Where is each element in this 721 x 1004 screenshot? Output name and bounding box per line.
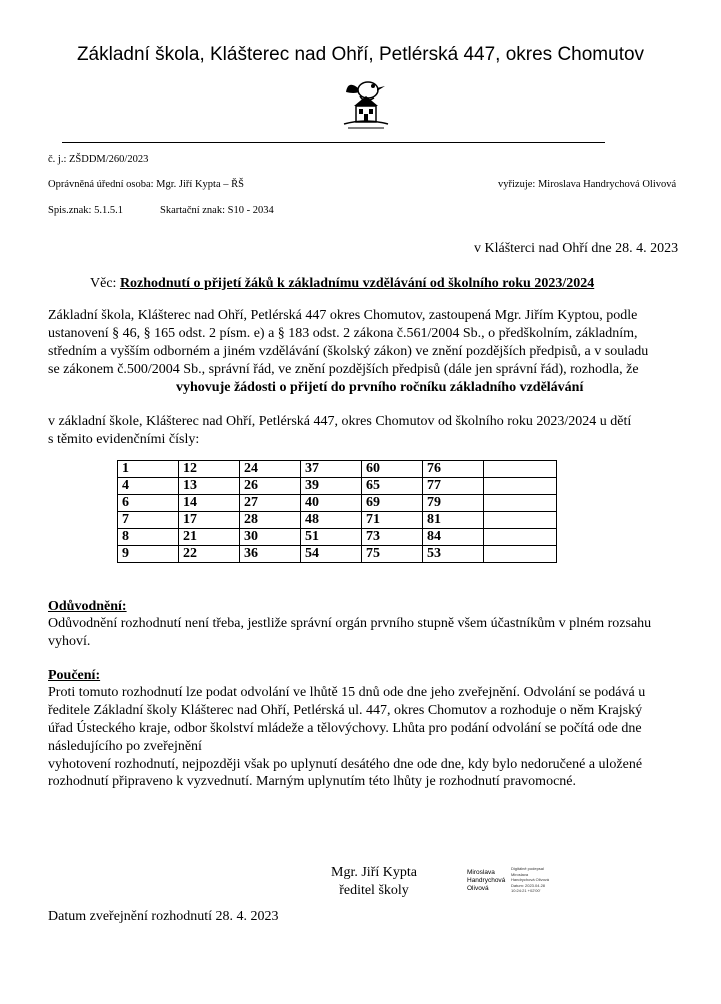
digital-signature-info-1: Digitálně podepsal — [511, 866, 544, 871]
table-cell: 37 — [301, 461, 362, 478]
digital-signature-info-3: Handrychová Olivová — [511, 877, 550, 882]
table-row — [118, 529, 557, 546]
justification-line-2: vyhoví. — [48, 634, 91, 649]
table-cell: 6 — [118, 495, 179, 512]
table-cell: 26 — [240, 478, 301, 495]
subject-line — [90, 275, 594, 293]
table-cell: 60 — [362, 461, 423, 478]
digital-signature — [467, 866, 563, 900]
table-row — [118, 512, 557, 529]
justification-line-1: Odůvodnění rozhodnutí není třeba, jestliže správní orgán prvního stupně všem účastníkům v plném rozsahu — [48, 616, 652, 631]
scope-line-1: v základní škole, Klášterec nad Ohří, Petlérská 447, okres Chomutov od školního roku 2023/2024 u dětí — [48, 414, 632, 429]
intro-line-4: se zákonem č.500/2004 Sb., správní řád, ve znění pozdějších předpisů (dále jen správní řád), rozhodla, že — [48, 362, 639, 377]
table-cell: 75 — [362, 546, 423, 563]
table-cell: 27 — [240, 495, 301, 512]
table-cell: 1 — [118, 461, 179, 478]
table-cell: 36 — [240, 546, 301, 563]
table-cell: 73 — [362, 529, 423, 546]
digital-signer-name-2: Handrychová — [467, 877, 506, 884]
table-cell: 7 — [118, 512, 179, 529]
instruction-line-5: vyhotovení rozhodnutí, nejpozději však po uplynutí desátého dne ode dne, kdy bylo nedoručené a uložené — [48, 757, 643, 772]
handled-by: vyřizuje: Miroslava Handrychová Olivová — [498, 179, 677, 190]
digital-signature-info-2: Miroslava — [511, 871, 529, 877]
table-row — [118, 478, 557, 495]
signatory-role: ředitel školy — [339, 883, 409, 898]
intro-line-3: středním a vyšším odborném a jiném vzdělávání (školský zákon) ve znění pozdějších předpisů, a v souladu — [48, 344, 649, 359]
table-cell — [484, 512, 557, 529]
table-cell: 77 — [423, 478, 484, 495]
table-cell: 81 — [423, 512, 484, 529]
digital-signature-info-4: Datum: 2023.04.28 — [511, 882, 546, 888]
table-cell: 40 — [301, 495, 362, 512]
table-cell: 28 — [240, 512, 301, 529]
table-cell: 9 — [118, 546, 179, 563]
subject-prefix: Věc: — [90, 276, 117, 291]
table-cell: 12 — [179, 461, 240, 478]
table-cell — [484, 478, 557, 495]
header-divider — [62, 142, 605, 143]
table-cell: 8 — [118, 529, 179, 546]
place-and-date: v Klášterci nad Ohří dne 28. 4. 2023 — [474, 241, 679, 256]
table-cell: 71 — [362, 512, 423, 529]
school-logo-bird-icon — [340, 70, 392, 132]
publication-date: Datum zveřejnění rozhodnutí 28. 4. 2023 — [48, 909, 279, 924]
table-cell: 17 — [179, 512, 240, 529]
table-row — [118, 495, 557, 512]
subject-text: Rozhodnutí o přijetí žáků k základnímu vzdělávání od školního roku 2023/2024 — [119, 276, 595, 291]
table-cell — [484, 529, 557, 546]
table-cell: 30 — [240, 529, 301, 546]
instruction-line-4: následujícího po zveřejnění — [48, 739, 202, 754]
shredding-mark: Skartační znak: S10 - 2034 — [160, 205, 274, 216]
table-cell: 39 — [301, 478, 362, 495]
table-cell: 48 — [301, 512, 362, 529]
table-cell: 54 — [301, 546, 362, 563]
digital-signature-info-5: 10:24:21 +02'00' — [511, 888, 541, 893]
file-mark: Spis.znak: 5.1.5.1 — [48, 205, 123, 216]
instruction-line-3: úřad Ústeckého kraje, odbor školství mládeže a tělovýchovy. Lhůta pro podání odvolání se počítá ode dne — [48, 721, 642, 736]
table-cell: 51 — [301, 529, 362, 546]
table-row — [118, 461, 557, 478]
table-cell: 24 — [240, 461, 301, 478]
digital-signer-name-1: Miroslava — [467, 869, 495, 876]
table-cell: 76 — [423, 461, 484, 478]
table-cell: 84 — [423, 529, 484, 546]
reference-number: č. j.: ZŠDDM/260/2023 — [48, 154, 149, 165]
signatory-name: Mgr. Jiří Kypta — [331, 865, 417, 880]
evidence-numbers-table — [117, 460, 557, 563]
table-cell: 79 — [423, 495, 484, 512]
intro-line-2: ustanovení § 46, § 165 odst. 2 písm. e) a § 183 odst. 2 zákona č.561/2004 Sb., o předškolním, základním, — [48, 326, 638, 341]
justification-heading: Odůvodnění: — [48, 599, 127, 614]
table-cell — [484, 495, 557, 512]
table-cell — [484, 461, 557, 478]
table-cell — [484, 546, 557, 563]
instruction-line-6: rozhodnutí připraveno k vyzvednutí. Marným uplynutím této lhůty je rozhodnutí pravomocné. — [48, 774, 577, 789]
instruction-heading: Poučení: — [48, 668, 101, 683]
table-cell: 21 — [179, 529, 240, 546]
table-cell: 13 — [179, 478, 240, 495]
decision-statement: vyhovuje žádosti o přijetí do prvního ročníku základního vzdělávání — [176, 380, 584, 395]
instruction-line-1: Proti tomuto rozhodnutí lze podat odvolání ve lhůtě 15 dnů ode dne jeho zveřejnění. Odvolání se podává u — [48, 685, 646, 700]
table-row — [118, 546, 557, 563]
table-cell: 53 — [423, 546, 484, 563]
authorized-official: Oprávněná úřední osoba: Mgr. Jiří Kypta – ŘŠ — [48, 179, 244, 190]
school-header: Základní škola, Klášterec nad Ohří, Petlérská 447, okres Chomutov — [76, 44, 645, 65]
table-cell: 14 — [179, 495, 240, 512]
table-cell: 65 — [362, 478, 423, 495]
intro-line-1: Základní škola, Klášterec nad Ohří, Petlérská 447 okres Chomutov, zastoupená Mgr. Jiřím Kyptou, podle — [48, 308, 638, 323]
table-cell: 22 — [179, 546, 240, 563]
scope-line-2: s těmito evidenčními čísly: — [48, 432, 200, 447]
digital-signer-name-3: Olivová — [467, 885, 489, 892]
table-cell: 4 — [118, 478, 179, 495]
table-cell: 69 — [362, 495, 423, 512]
instruction-line-2: ředitele Základní školy Klášterec nad Ohří, Petlérská ul. 447, okres Chomutov a rozhoduje o něm Krajský — [48, 703, 643, 718]
